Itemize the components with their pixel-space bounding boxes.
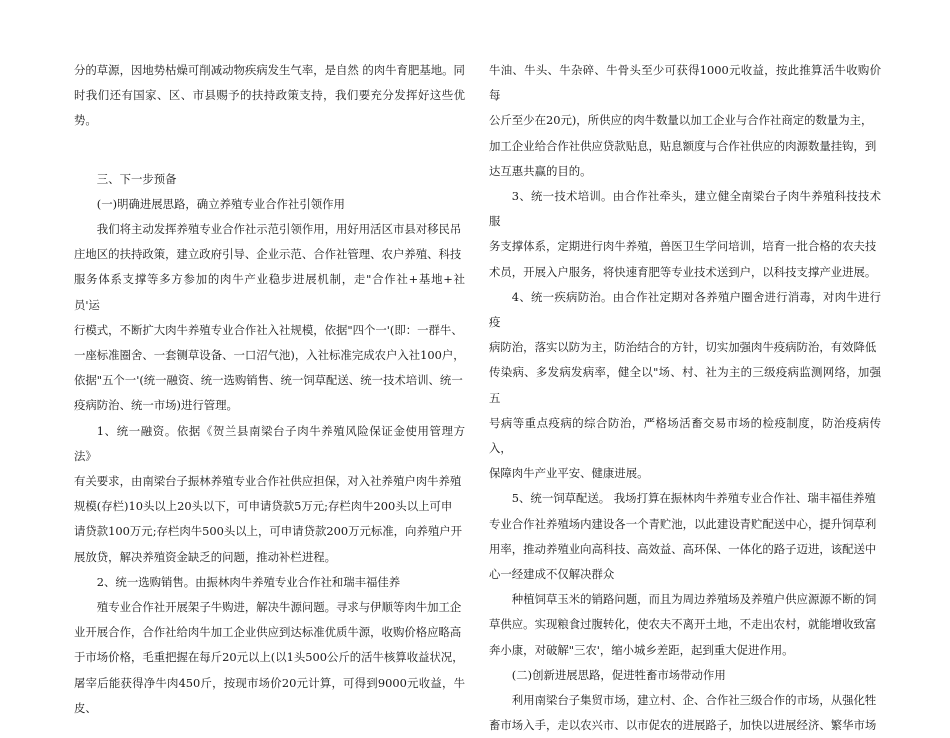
paragraph: 利用南梁台子集贸市场，建立村、企、合作社三级合作的市场，从强化牲 畜市场入手，走以农兴市、以市促农的进展路子，加快以进展经济、繁华市场	[489, 693, 877, 733]
paragraph: 1、统一融资。依据《贺兰县南梁台子肉牛养殖风险保证金使用管理方法》 有关要求，由南梁台子振林养殖专业合作社供应担保，对入社养殖户肉牛养殖 规模(存栏)10头以上20头以下，可申请贷款5万元;存栏肉牛200头以上可申 请贷款100万元;存栏肉牛500头以上，可申请贷款200万元标准，向养殖户开 展放贷，解决养殖资金缺乏的问题，推动补栏进程。	[74, 423, 465, 564]
section-heading: 三、下一步预备	[96, 171, 177, 186]
right-column	[489, 58, 881, 738]
subsection-heading: (一)明确进展思路，确立养殖专业合作社引领作用	[96, 196, 345, 211]
paragraph: 3、统一技术培训。由合作社牵头，建立健全南梁台子肉牛养殖科技技术服 务支撑体系，定期进行肉牛养殖，兽医卫生学问培训，培育一批合格的农夫技 术员，开展入户服务，将快速育肥等专业技术送到户，以科技支撑产业进展。	[489, 189, 881, 279]
paragraph: 牛油、牛头、牛杂碎、牛骨头至少可获得1000元收益，按此推算活牛收购价每 公斤至少在20元)，所供应的肉牛数量以加工企业与合作社商定的数量为主， 加工企业给合作社供应贷款贴息，贴息额度与合作社供应的肉源数量挂钩，到 达互惠共赢的目的。	[489, 63, 881, 178]
paragraph: 殖专业合作社开展架子牛购进，解决牛源问题。寻求与伊顺等肉牛加工企 业开展合作，合作社给肉牛加工企业供应到达标准优质牛源，收购价格应略高 于市场价格，毛重把握在每斤20元以上(以1头500公斤的活牛核算收益状况， 屠宰后能获得净牛肉450斤，按现市场价20元计算，可得到9000元收益，牛皮、	[74, 600, 465, 715]
paragraph: 我们将主动发挥养殖专业合作社示范引领作用，用好用活区市县对移民吊 庄地区的扶持政策，建立政府引导、企业示范、合作社管理、农户养殖、科技 服务体系支撑等多方参加的肉牛产业稳步进展机制，走"合作社+基地+社员'运 行模式，不断扩大肉牛养殖专业合作社入社规模，依据"四个一'(即：一群牛、 一座标准圈舍、一套铡草设备、一口沼气池)，入社标准完成农户入社100户， 依据"五个一'(统一融资、统一选购销售、统一饲草配送、统一技术培训、统一 疫病防治、统一市场)进行管理。	[74, 222, 465, 413]
paragraph-gap	[74, 134, 465, 167]
paragraph: 5、统一饲草配送。 我场打算在振林肉牛养殖专业合作社、瑞丰福佳养殖 专业合作社养殖场内建设各一个青贮池，以此建设青贮配送中心，提升饲草利 用率，推动养殖业向高科技、高效益、高环保、一体化的路子迈进，该配送中 心一经建成不仅解决群众	[489, 491, 877, 582]
paragraph: 种植饲草玉米的销路问题，而且为周边养殖场及养殖户供应源源不断的饲 草供应。实现粮食过腹转化，使农夫不离开土地，不走出农村，就能增收致富 奔小康，对破解"三农'，缩小城乡差距，起到重大促进作用。	[489, 592, 877, 657]
paragraph: 4、统一疾病防治。由合作社定期对各养殖户圈舍进行消毒，对肉牛进行疫 病防治，落实以防为主，防治结合的方针，切实加强肉牛疫病防治，有效降低 传染病、多发病发病率，健全以"场、村、社为主的三级疫病监测网络，加强五 号病等重点疫病的综合防治，严格场活畜交易市场的检疫制度，防治疫病传入， 保障肉牛产业平安、健康进展。	[489, 289, 881, 481]
subsection-heading: (二)创新进展思路，促进牲畜市场带动作用	[511, 667, 726, 682]
paragraph: 2、统一选购销售。由振林肉牛养殖专业合作社和瑞丰福佳养	[96, 574, 401, 589]
left-column	[74, 58, 465, 721]
paragraph: 分的草源，因地势枯燥可削减动物疾病发生气率，是自然 的肉牛育肥基地。同 时我们还有国家、区、市县赐予的扶持政策支持，我们要充分发挥好这些优势。	[74, 63, 465, 128]
